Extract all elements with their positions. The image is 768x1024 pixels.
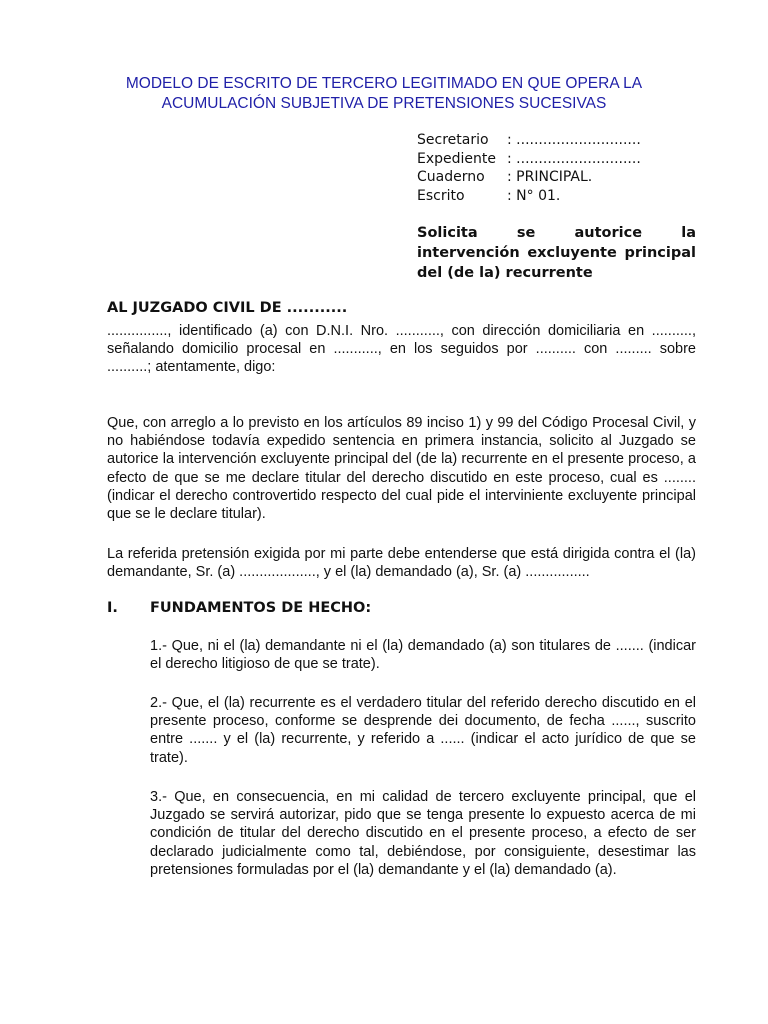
meta-value: : ............................: [507, 132, 641, 148]
meta-value: : N° 01.: [507, 187, 561, 204]
meta-label: Expediente: [417, 150, 496, 167]
meta-value: : ............................: [507, 150, 641, 167]
meta-row-expediente: [417, 150, 641, 169]
document-title: [100, 74, 668, 114]
case-metadata: [417, 131, 641, 205]
fact-item-1: 1.- Que, ni el (la) demandante ni el (la) demandado (a) son titulares de ....... (indicar el derecho litigioso de que se trate).: [150, 638, 696, 673]
request-summary: Solicita se autorice la intervención excluyente principal del (de la) recurrente: [417, 225, 696, 281]
meta-row-cuaderno: [417, 168, 641, 187]
meta-row-secretario: [417, 131, 641, 150]
section-heading: FUNDAMENTOS DE HECHO:: [150, 600, 372, 616]
title-line-2: ACUMULACIÓN SUBJETIVA DE PRETENSIONES SUCESIVAS: [161, 95, 607, 112]
court-addressee: AL JUZGADO CIVIL DE ...........: [107, 300, 348, 316]
fact-item-3: 3.- Que, en consecuencia, en mi calidad de tercero excluyente principal, que el Juzgado se servirá autorizar, pido que se tenga presente lo expuesto acerca de mi condición de titular del derecho discutido en el presente proceso, a efecto de ser declarado judicialmente como tal, debiéndose, por consiguiente, desestimar las pretensiones formuladas por el (la) demandante y el (la) demandado (a).: [150, 789, 696, 878]
meta-label: Cuaderno: [417, 169, 485, 185]
meta-row-escrito: [417, 187, 641, 206]
intro-paragraph: ..............., identificado (a) con D.N.I. Nro. ..........., con dirección domiciliaria en .........., señalando domicilio procesal en ..........., en los seguidos por .......... con ......... sobre ..........; atentamente, digo:: [107, 323, 696, 376]
section-number: I.: [107, 600, 118, 616]
target-paragraph: La referida pretensión exigida por mi parte debe entenderse que está dirigida contra el (la) demandante, Sr. (a) ..................., y el (la) demandado (a), Sr. (a) ................: [107, 546, 696, 581]
fact-item-2: 2.- Que, el (la) recurrente es el verdadero titular del referido derecho discutido en el presente proceso, conforme se desprende dei documento, de fecha ......, suscrito entre ....... y el (la) recurrente, y referido a ...... (indicar el acto jurídico de que se trate).: [150, 695, 696, 766]
meta-label: Secretario: [417, 132, 489, 148]
request-paragraph: Que, con arreglo a lo previsto en los artículos 89 inciso 1) y 99 del Código Procesal Civil, y no habiéndose todavía expedido sentencia en primera instancia, solicito al Juzgado se autorice la intervención excluyente principal del (de la) recurrente en el presente proceso, a efecto de que se me declare titular del derecho discutido en este proceso, cual es ........ (indicar el derecho controvertido respecto del cual pide el interviniente excluyente principal que se le declare titular).: [107, 415, 696, 523]
title-line-1: MODELO DE ESCRITO DE TERCERO LEGITIMADO EN QUE OPERA LA: [125, 75, 643, 92]
meta-value: : PRINCIPAL.: [507, 169, 593, 185]
meta-label: Escrito: [417, 187, 465, 204]
